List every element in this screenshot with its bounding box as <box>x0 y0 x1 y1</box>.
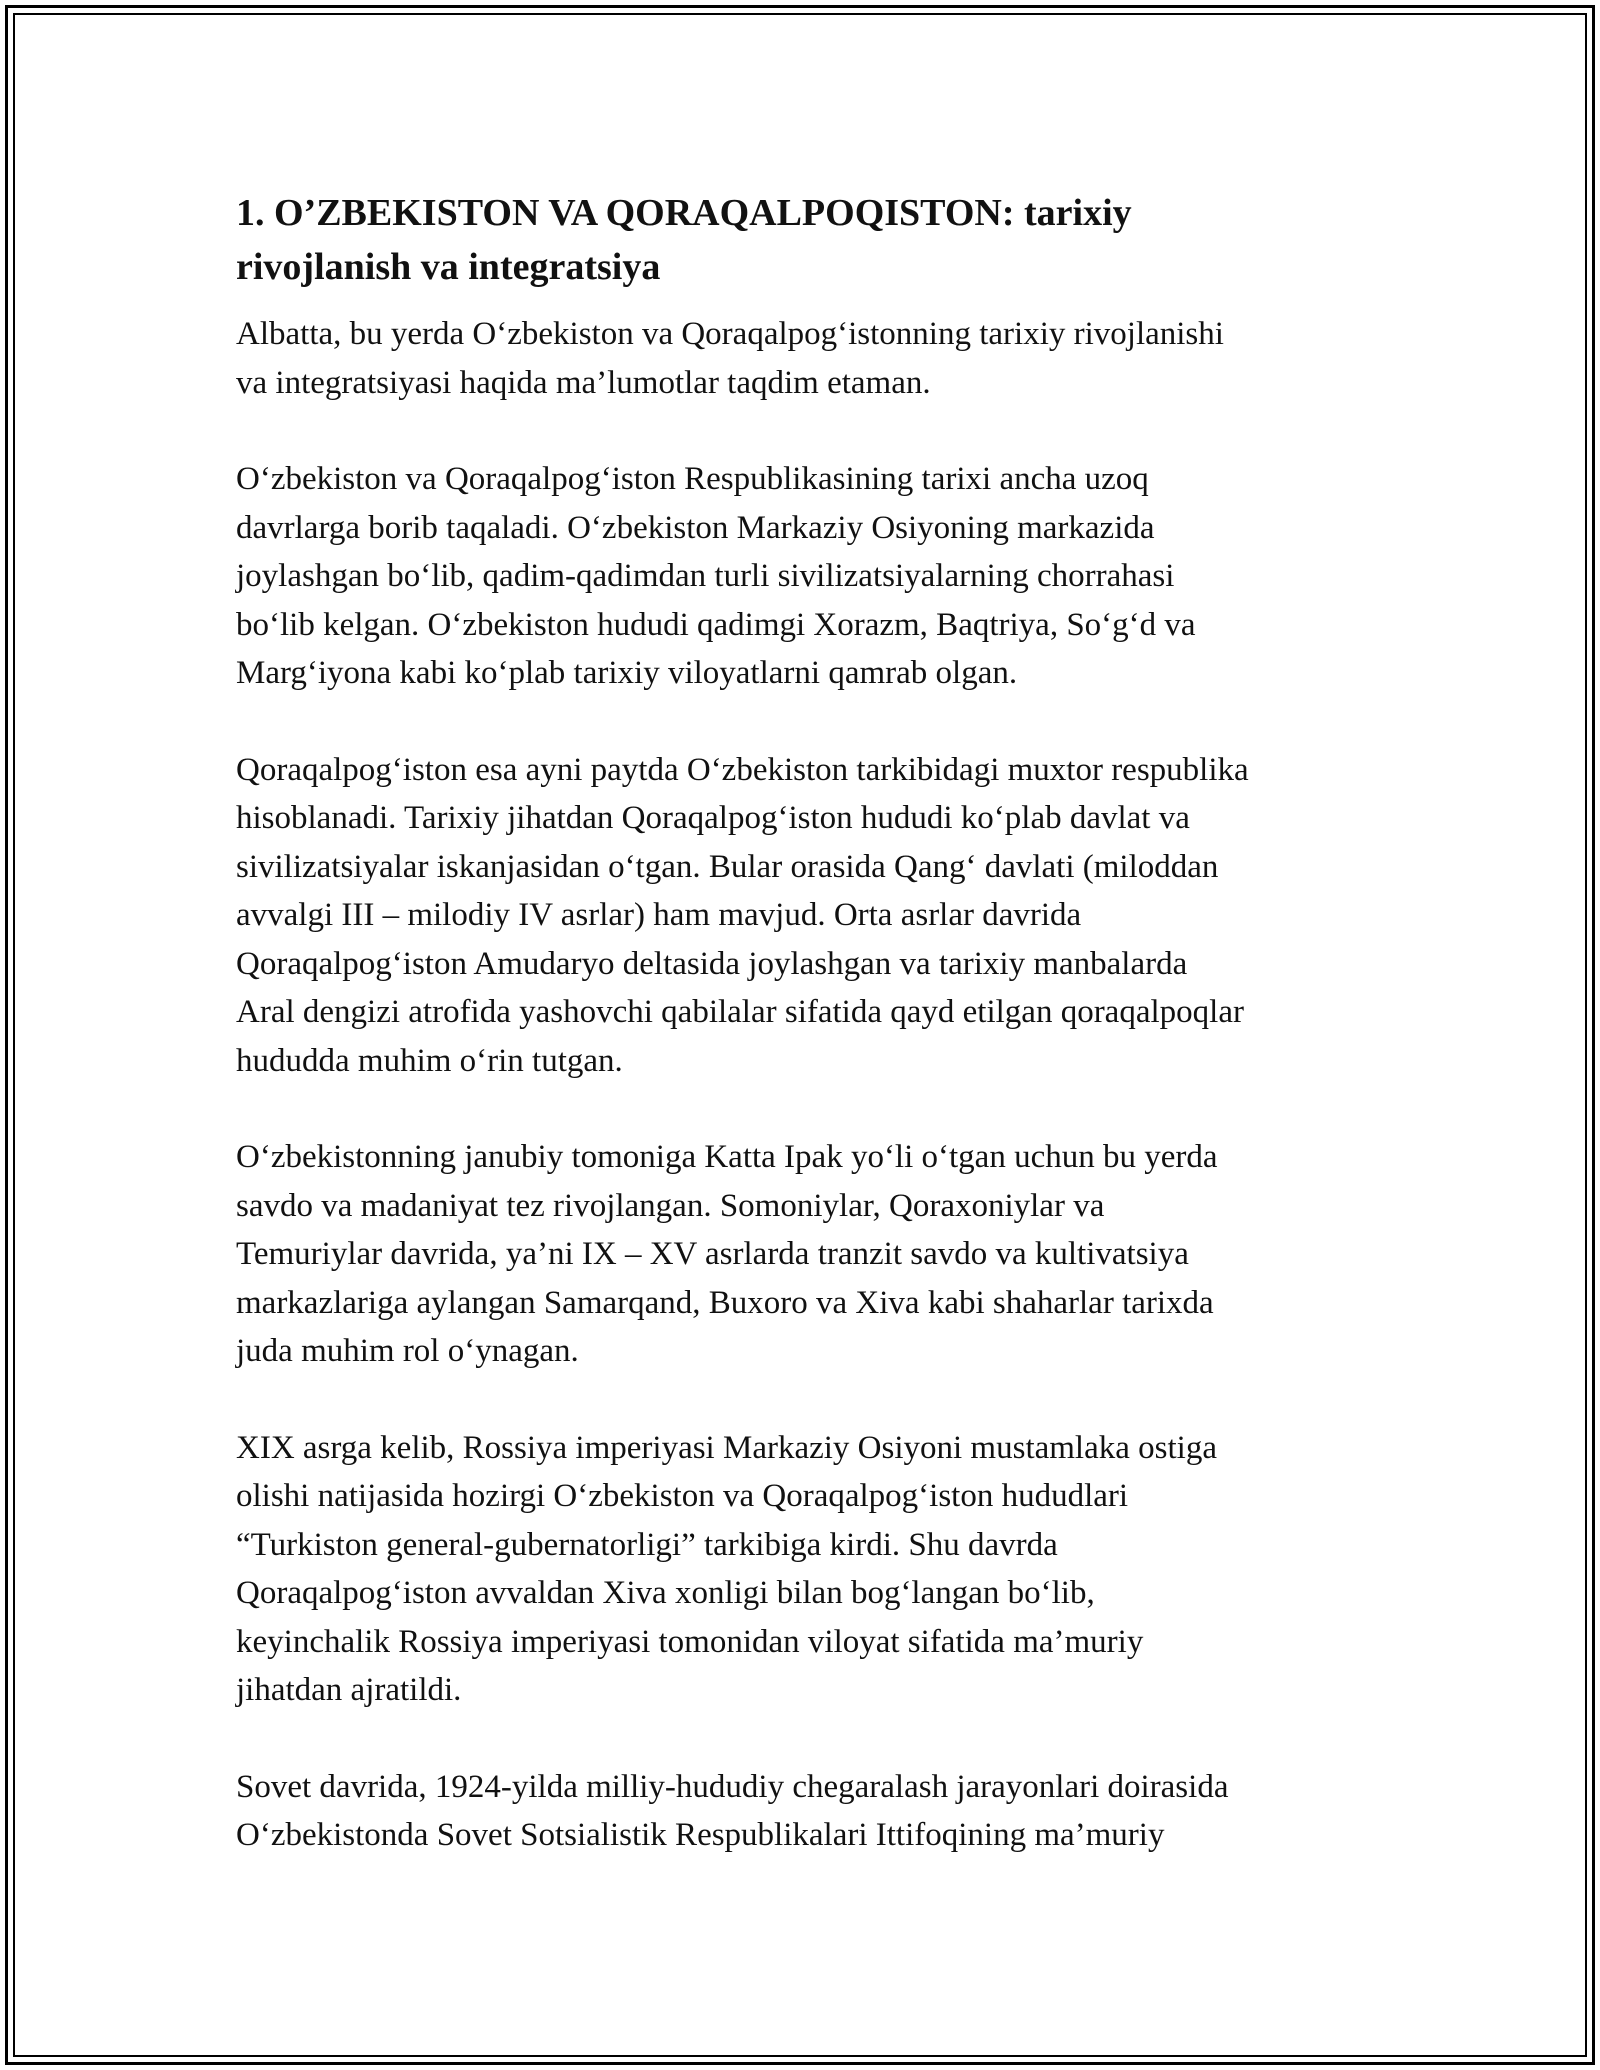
paragraph-intro: Albatta, bu yerda O‘zbekiston va Qoraqalpog‘istonning tarixiy rivojlanishi va integratsiyasi haqida ma’lumotlar taqdim etaman. <box>236 316 1224 401</box>
paragraph-russian-empire: XIX asrga kelib, Rossiya imperiyasi Markaziy Osiyoni mustamlaka ostiga olishi natijasida hozirgi O‘zbekiston va Qoraqalpog‘iston hududlari “Turkiston general-gubernatorligi” tarkibiga kirdi. Shu davrda Qoraqalpog‘iston avvaldan Xiva xonligi bilan bog‘langan bo‘lib, keyinchalik Rossiya imperiyasi tomonidan viloyat sifatida ma’muriy jihatdan ajratildi. <box>236 1429 1217 1708</box>
paragraph-karakalpakstan: Qoraqalpog‘iston esa ayni paytda O‘zbekiston tarkibidagi muxtor respublika hisoblanadi. Tarixiy jihatdan Qoraqalpog‘iston hududi ko‘plab davlat va sivilizatsiyalar iskanjasidan o‘tgan. Bular orasida Qang‘ davlati (miloddan avvalgi III – milodiy IV asrlar) ham mavjud. Orta asrlar davrida Qoraqalpog‘iston Amudaryo deltasida joylashgan va tarixiy manbalarda Aral dengizi atrofida yashovchi qabilalar sifatida qayd etilgan qoraqalpoqlar hududda muhim o‘rin tutgan. <box>236 751 1249 1079</box>
paragraph-soviet-era: Sovet davrida, 1924-yilda milliy-hududiy chegaralash jarayonlari doirasida O‘zbekistonda Sovet Sotsialistik Respublikalari Ittifoqining ma’muriy <box>236 1768 1229 1853</box>
paragraph-silk-road: O‘zbekistonning janubiy tomoniga Katta Ipak yo‘li o‘tgan uchun bu yerda savdo va madaniyat tez rivojlangan. Somoniylar, Qoraxoniylar va Temuriylar davrida, ya’ni IX – XV asrlarda tranzit savdo va kultivatsiya markazlariga aylangan Samarqand, Buxoro va Xiva kabi shaharlar tarixda juda muhim rol o‘ynagan. <box>236 1139 1218 1369</box>
document-body <box>236 186 1386 1908</box>
document-heading: 1. O’ZBEKISTON VA QORAQALPOQISTON: tarixiy rivojlanish va integratsiya <box>236 192 1132 288</box>
paragraph-history: O‘zbekiston va Qoraqalpog‘iston Respublikasining tarixi ancha uzoq davrlarga borib taqaladi. O‘zbekiston Markaziy Osiyoning markazida joylashgan bo‘lib, qadim-qadimdan turli sivilizatsiyalarning chorrahasi bo‘lib kelgan. O‘zbekiston hududi qadimgi Xorazm, Baqtriya, So‘g‘d va Marg‘iyona kabi ko‘plab tarixiy viloyatlarni qamrab olgan. <box>236 461 1196 691</box>
